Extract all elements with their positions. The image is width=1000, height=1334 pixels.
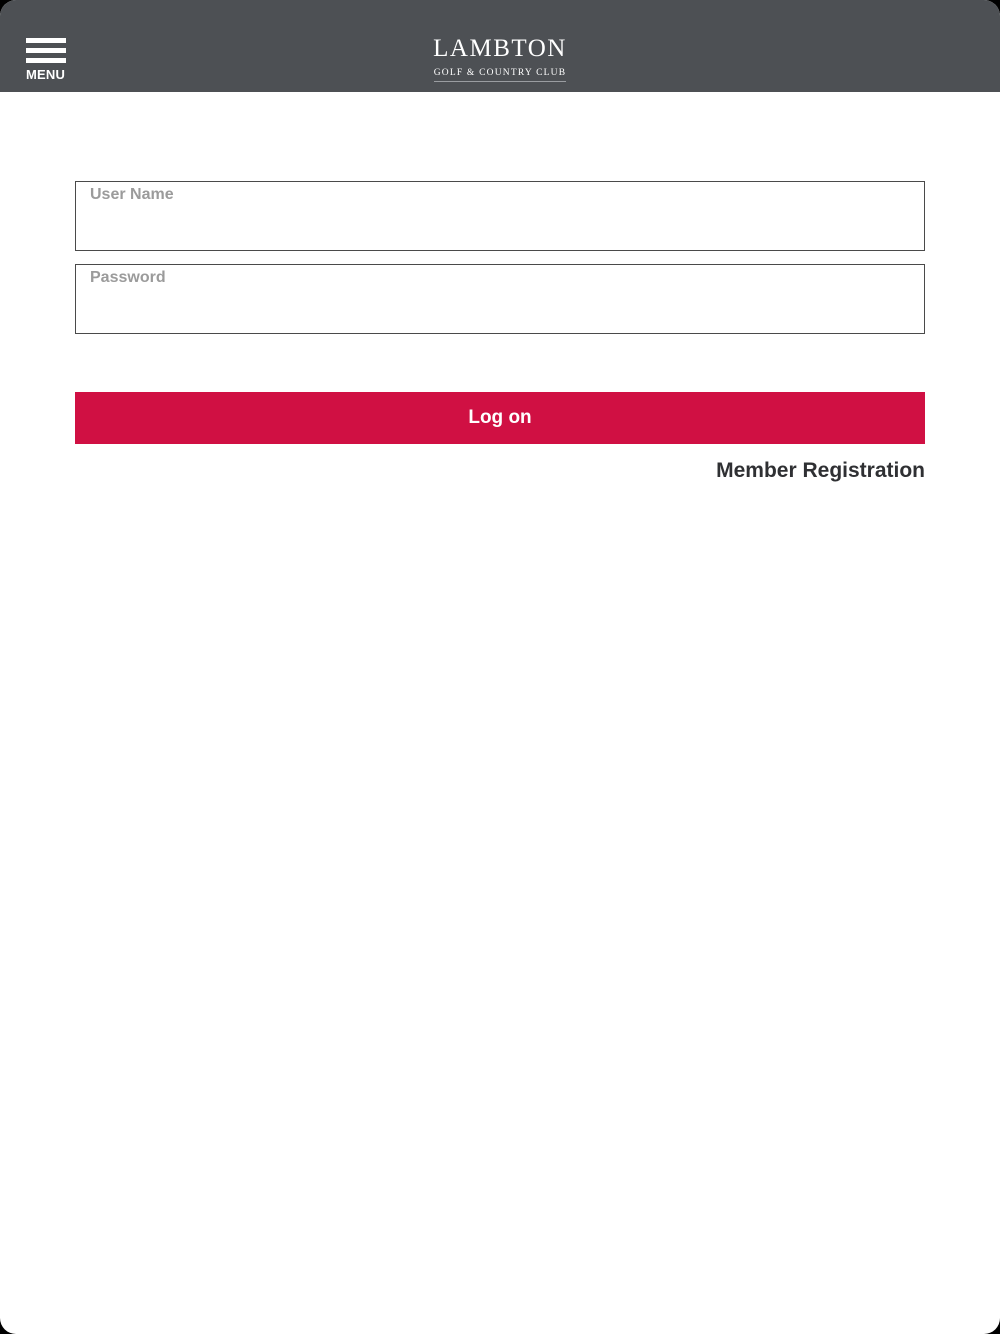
member-registration-link[interactable]: Member Registration xyxy=(716,459,925,482)
username-input[interactable] xyxy=(76,182,924,250)
logo-subtitle: GOLF & COUNTRY CLUB xyxy=(434,68,567,82)
logo-title: LAMBTON xyxy=(433,35,567,62)
username-field xyxy=(75,181,925,251)
menu-label: MENU xyxy=(26,67,66,82)
password-input[interactable] xyxy=(76,265,924,333)
password-field xyxy=(75,264,925,334)
top-header-bar xyxy=(0,0,1000,92)
hamburger-menu-icon xyxy=(26,38,66,66)
club-logo xyxy=(400,36,600,82)
menu-button[interactable] xyxy=(26,38,70,82)
log-on-button[interactable]: Log on xyxy=(75,392,925,444)
